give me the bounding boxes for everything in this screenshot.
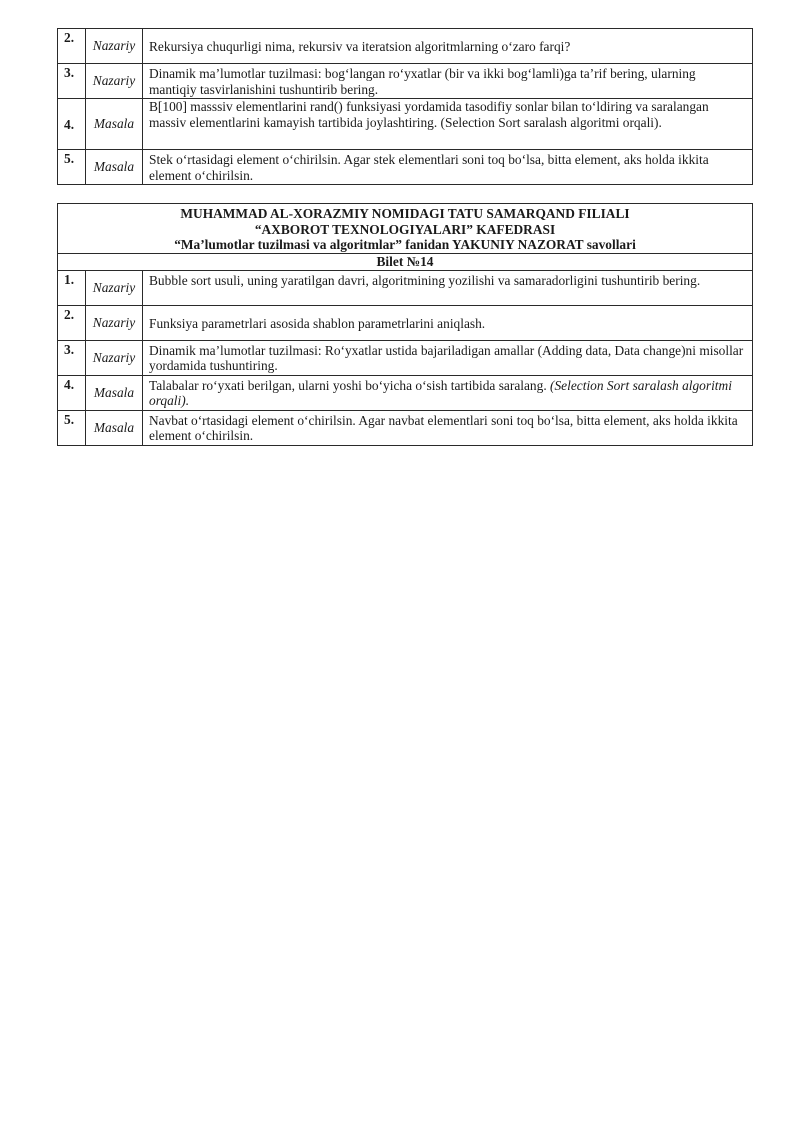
question-type: Nazariy bbox=[86, 64, 143, 99]
question-text bbox=[143, 375, 753, 410]
question-type: Nazariy bbox=[86, 340, 143, 375]
table-row bbox=[58, 375, 753, 410]
question-type: Masala bbox=[86, 375, 143, 410]
question-type: Masala bbox=[86, 150, 143, 185]
question-number: 2. bbox=[58, 29, 86, 64]
question-number: 5. bbox=[58, 410, 86, 445]
question-text: Rekursiya chuqurligi nima, rekursiv va iteratsion algoritmlarning o‘zaro farqi? bbox=[143, 29, 753, 64]
question-number: 2. bbox=[58, 305, 86, 340]
question-number: 4. bbox=[58, 375, 86, 410]
table-row bbox=[58, 150, 753, 185]
question-text: Bubble sort usuli, uning yaratilgan davri, algoritmining yozilishi va samaradorligini tushuntirib bering. bbox=[143, 270, 753, 305]
question-number: 3. bbox=[58, 64, 86, 99]
question-text: Dinamik ma’lumotlar tuzilmasi: Ro‘yxatlar ustida bajariladigan amallar (Adding data, Data change)ni misollar yordamida tushuntiring. bbox=[143, 340, 753, 375]
question-number: 3. bbox=[58, 340, 86, 375]
question-type: Nazariy bbox=[86, 29, 143, 64]
question-type: Masala bbox=[86, 410, 143, 445]
question-text-main: Talabalar ro‘yxati berilgan, ularni yoshi bo‘yicha o‘sish tartibida saralang. bbox=[149, 377, 547, 393]
question-type: Nazariy bbox=[86, 270, 143, 305]
department-name: “AXBOROT TEXNOLOGIYALARI” KAFEDRASI bbox=[254, 221, 556, 237]
institution-name: MUHAMMAD AL-XORAZMIY NOMIDAGI TATU SAMARQAND FILIALI bbox=[180, 206, 630, 221]
table-row bbox=[58, 410, 753, 445]
question-type: Masala bbox=[86, 99, 143, 150]
ticket-number: Bilet №14 bbox=[58, 253, 753, 270]
question-type: Nazariy bbox=[86, 305, 143, 340]
ticket-questions-table bbox=[57, 203, 753, 446]
previous-ticket-questions-table bbox=[57, 28, 753, 185]
question-text: Navbat o‘rtasidagi element o‘chirilsin. Agar navbat elementlari soni toq bo‘lsa, bitta element, aks holda ikkita element o‘chirilsin. bbox=[143, 410, 753, 445]
question-text: Stek o‘rtasidagi element o‘chirilsin. Agar stek elementlari soni toq bo‘lsa, bitta element, aks holda ikkita element o‘chirilsin. bbox=[143, 150, 753, 185]
ticket-header-row bbox=[58, 204, 753, 254]
table-row bbox=[58, 340, 753, 375]
ticket-header bbox=[58, 204, 753, 254]
question-number: 1. bbox=[58, 270, 86, 305]
question-number: 4. bbox=[58, 99, 86, 150]
question-text: B[100] masssiv elementlarini rand() funksiyasi yordamida tasodifiy sonlar bilan to‘ldiring va saralangan massiv elementlarini kamayish tartibida joylashtiring. (Selection Sort saralash algoritmi orqali). bbox=[143, 99, 753, 150]
question-text: Funksiya parametrlari asosida shablon parametrlarini aniqlash. bbox=[143, 305, 753, 340]
question-text: Dinamik ma’lumotlar tuzilmasi: bog‘langan ro‘yxatlar (bir va ikki bog‘lamli)ga ta’rif bering, ularning mantiqiy tasvirlanishini tushuntirib bering. bbox=[143, 64, 753, 99]
table-row bbox=[58, 305, 753, 340]
table-row bbox=[58, 270, 753, 305]
bilet-row bbox=[58, 253, 753, 270]
question-text-italic: (Selection Sort saralash algoritmi orqali). bbox=[149, 377, 732, 408]
exam-title: “Ma’lumotlar tuzilmasi va algoritmlar” fanidan YAKUNIY NAZORAT savollari bbox=[174, 237, 636, 252]
table-row bbox=[58, 64, 753, 99]
table-row bbox=[58, 99, 753, 150]
table-row bbox=[58, 29, 753, 64]
question-number: 5. bbox=[58, 150, 86, 185]
